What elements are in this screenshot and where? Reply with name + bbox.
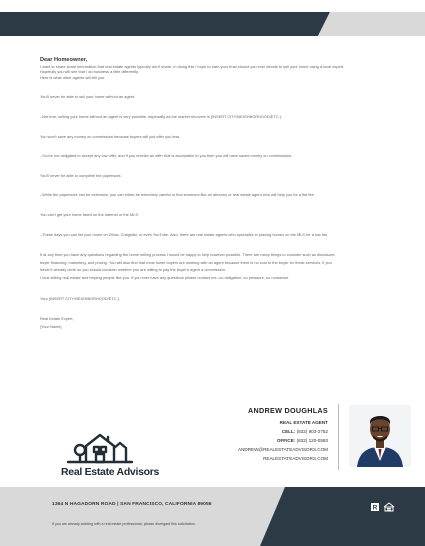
footer-address: 1364 N HAGADORN ROAD | SAN FRANCISCO, CALIFORNIA 89056 (52, 502, 212, 507)
rebuttal-1: –Not true; selling your home without an agent is very possible, especially as the market recovers in [INSERT CITY/NEIGHBORHOOD/ETC.]. (40, 113, 282, 119)
intro-line: Here is what other agents will tell you: (40, 74, 106, 80)
agent-email[interactable]: ANDREW@REALESTATEADVISORS.COM (238, 447, 328, 452)
claim-2: You won't save any money on commission because buyers will just offer you less. (40, 133, 181, 139)
signature-name: [Your Name] (40, 324, 62, 330)
brand-name: Real Estate Advisors (61, 466, 160, 478)
agent-office: OFFICE: (832) 120-0593 (276, 438, 328, 443)
compliance-icons (370, 502, 400, 512)
rebuttal-2: –You're not obligated to accept any low offer, and if you receive an offer that is acceptable to you then you will have saved money on commissions. (40, 153, 293, 159)
agent-photo (349, 405, 411, 467)
closing-line: haven't already done so you should consider whether you are willing to pay the buyer's agent a commission. (40, 267, 226, 273)
header-band (0, 0, 425, 36)
agent-name: ANDREW DOUGHLAS (248, 406, 328, 415)
letter-body (40, 58, 396, 331)
claim-1: You'll never be able to sell your home without an agent. (40, 94, 136, 100)
rebuttal-4: –These days you can list your home on Zillow, Craigslist, or even YouTube. Also, there are real estate agents who specialize in placing homes on the MLS for a low fee. (40, 231, 329, 237)
realtor-icon (371, 503, 379, 512)
claim-3: You'll never be able to complete the paperwork. (40, 172, 122, 178)
intro-line: I want to share some information that real estate agents typically don't share. In doing this I hope to earn your trust should you ever decide to sell your home using a local expert. (40, 63, 345, 69)
footer-disclaimer: If you are already working with a real estate professional, please disregard this solicitation. (52, 522, 196, 526)
footer-band (0, 487, 425, 546)
divider (338, 404, 339, 470)
greeting: Dear Homeowner, (40, 57, 88, 63)
signoff: Your [INSERT CITY/NEIGHBORHOOD/ETC.] (40, 295, 119, 301)
closing-line: buyer financing, marketing, and pricing. You will also find that most home buyers are working with an agent because there is no cost to the buyer for these services. If you (40, 259, 332, 265)
agent-website[interactable]: REALESTATEADVISORS.COM (263, 456, 328, 461)
agent-card (238, 406, 328, 463)
svg-text:R: R (372, 504, 378, 512)
signature-title: Real Estate Expert, (40, 316, 74, 322)
equal-housing-icon (384, 503, 394, 511)
rebuttal-3: –While the paperwork can be extensive, you can either be extremely careful or find someone like an attorney or real estate agent who will help you for a flat fee. (40, 192, 315, 198)
agent-title: REAL ESTATE AGENT (279, 420, 328, 425)
intro-line: Hopefully you will see that I do business a little differently. (40, 69, 139, 75)
closing-line: If at any time you have any questions regarding the home selling process I would be happy to help however possible. There are many things to consider such as disclosure, (40, 252, 336, 258)
closing-line: I love selling real estate and helping people like you. If you ever have any questions please contact me--no obligation, no pressure, no nonsense. (40, 274, 290, 280)
agent-cell: CELL: (832) 903-2752 (281, 429, 328, 434)
claim-4: You can't get your home listed on the internet or the MLS. (40, 211, 140, 217)
